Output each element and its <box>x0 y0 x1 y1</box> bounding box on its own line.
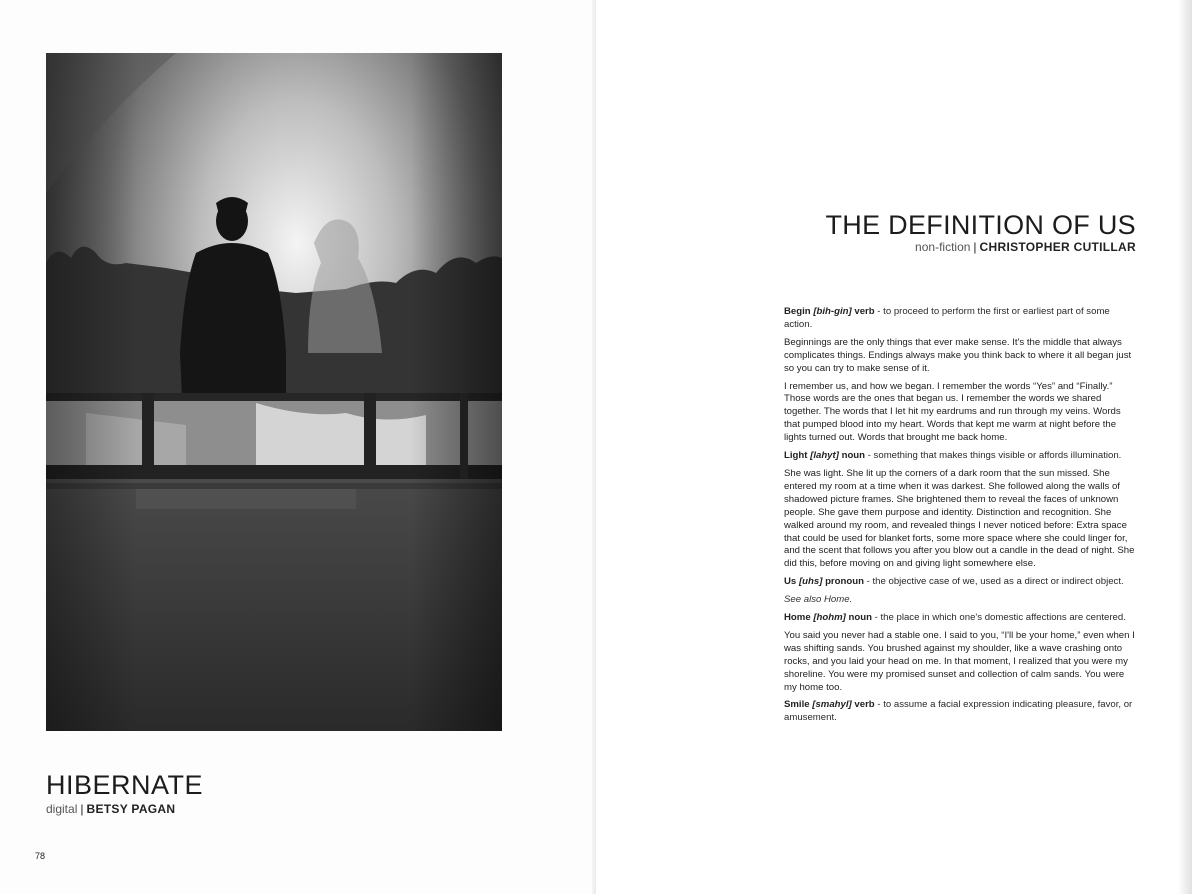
essay-body <box>784 306 1136 730</box>
definition-text: - the objective case of we, used as a direct or indirect object. <box>863 576 1124 588</box>
essay-genre: non-fiction <box>915 240 971 254</box>
essay-byline <box>915 240 1136 254</box>
essay-separator: | <box>973 240 977 254</box>
essay-author: CHRISTOPHER CUTILLAR <box>979 240 1136 254</box>
term: Begin <box>784 306 811 317</box>
artwork-title: HIBERNATE <box>46 770 204 800</box>
definition-home <box>784 612 1136 625</box>
definition-us <box>784 576 1136 589</box>
page-edge-shadow <box>1178 0 1192 894</box>
definition-smile <box>784 699 1136 725</box>
definition-begin <box>784 306 1136 332</box>
term: Light <box>784 450 808 462</box>
paragraph: You said you never had a stable one. I said to you, “I'll be your home,” even when I was shifting sands. You brushed against my shoulder, like a wave crashing onto rocks, and you laid your head on me. In that moment, I realized that you were my shoreline. You were my promised sunset and collection of calm sands. You were my home too. <box>784 629 1135 693</box>
definition-text: - to proceed to perform the first or earliest part of some action. <box>784 306 1110 330</box>
essay-title: THE DEFINITION OF US <box>825 210 1136 240</box>
part-of-speech: noun <box>848 612 872 624</box>
pronunciation: [lahyt] <box>810 450 839 462</box>
definition-text: - to assume a facial expression indicating pleasure, favor, or amusement. <box>784 699 1133 724</box>
definition-text: - the place in which one's domestic affections are centered. <box>871 612 1126 624</box>
part-of-speech: noun <box>841 450 866 462</box>
artwork-medium: digital <box>46 802 78 816</box>
pronunciation: [hohm] <box>813 612 846 624</box>
paragraph: She was light. She lit up the corners of a dark room that the sun missed. She entered my room at a time when it was darkest. She followed along the walls of shadowed picture frames. She brightened them to reveal the faces of unknown people. She gave them purpose and identity. Distinction and recognition. She walked around my room, and revealed things I never noticed before: Extra space that could be used for blanket forts, some more space where she could linger for, and the scent that follows you after you blow out a candle in the dead of night. She did this, before moving on and giving light somewhere else. <box>784 467 1135 570</box>
definition-text: - something that makes things visible or affords illumination. <box>865 450 1122 462</box>
pronunciation: [bih-gin] <box>813 306 852 317</box>
artwork-byline <box>46 802 175 816</box>
pronunciation: [uhs] <box>798 576 823 588</box>
part-of-speech: pronoun <box>825 576 864 588</box>
hibernate-photo-image <box>46 53 502 731</box>
term: Home <box>784 612 811 624</box>
definition-light <box>784 450 1136 463</box>
page-number: 78 <box>35 851 46 861</box>
term: Us <box>784 576 797 588</box>
term: Smile <box>784 699 810 711</box>
see-also-note: See also Home. <box>784 594 853 606</box>
paragraph: I remember us, and how we began. I remember the words “Yes” and “Finally.” Those words are the ones that began us. I remember the words we shared together. The words that I let hit my eardrums and run through my veins. Words that pumped blood into my heart. Words that kept me warm at night before the lights turned out. Words that brought me back home. <box>784 380 1121 444</box>
artwork-separator: | <box>80 802 84 816</box>
part-of-speech: verb <box>854 306 875 317</box>
part-of-speech: verb <box>854 699 875 711</box>
artwork-author: BETSY PAGAN <box>86 802 176 816</box>
pronunciation: [smahyl] <box>812 699 852 711</box>
artwork-photo <box>46 53 502 731</box>
paragraph: Beginnings are the only things that ever make sense. It's the middle that always complicates things. Endings always make you think back to where it all began just so you can try to make sense of it. <box>784 336 1132 374</box>
